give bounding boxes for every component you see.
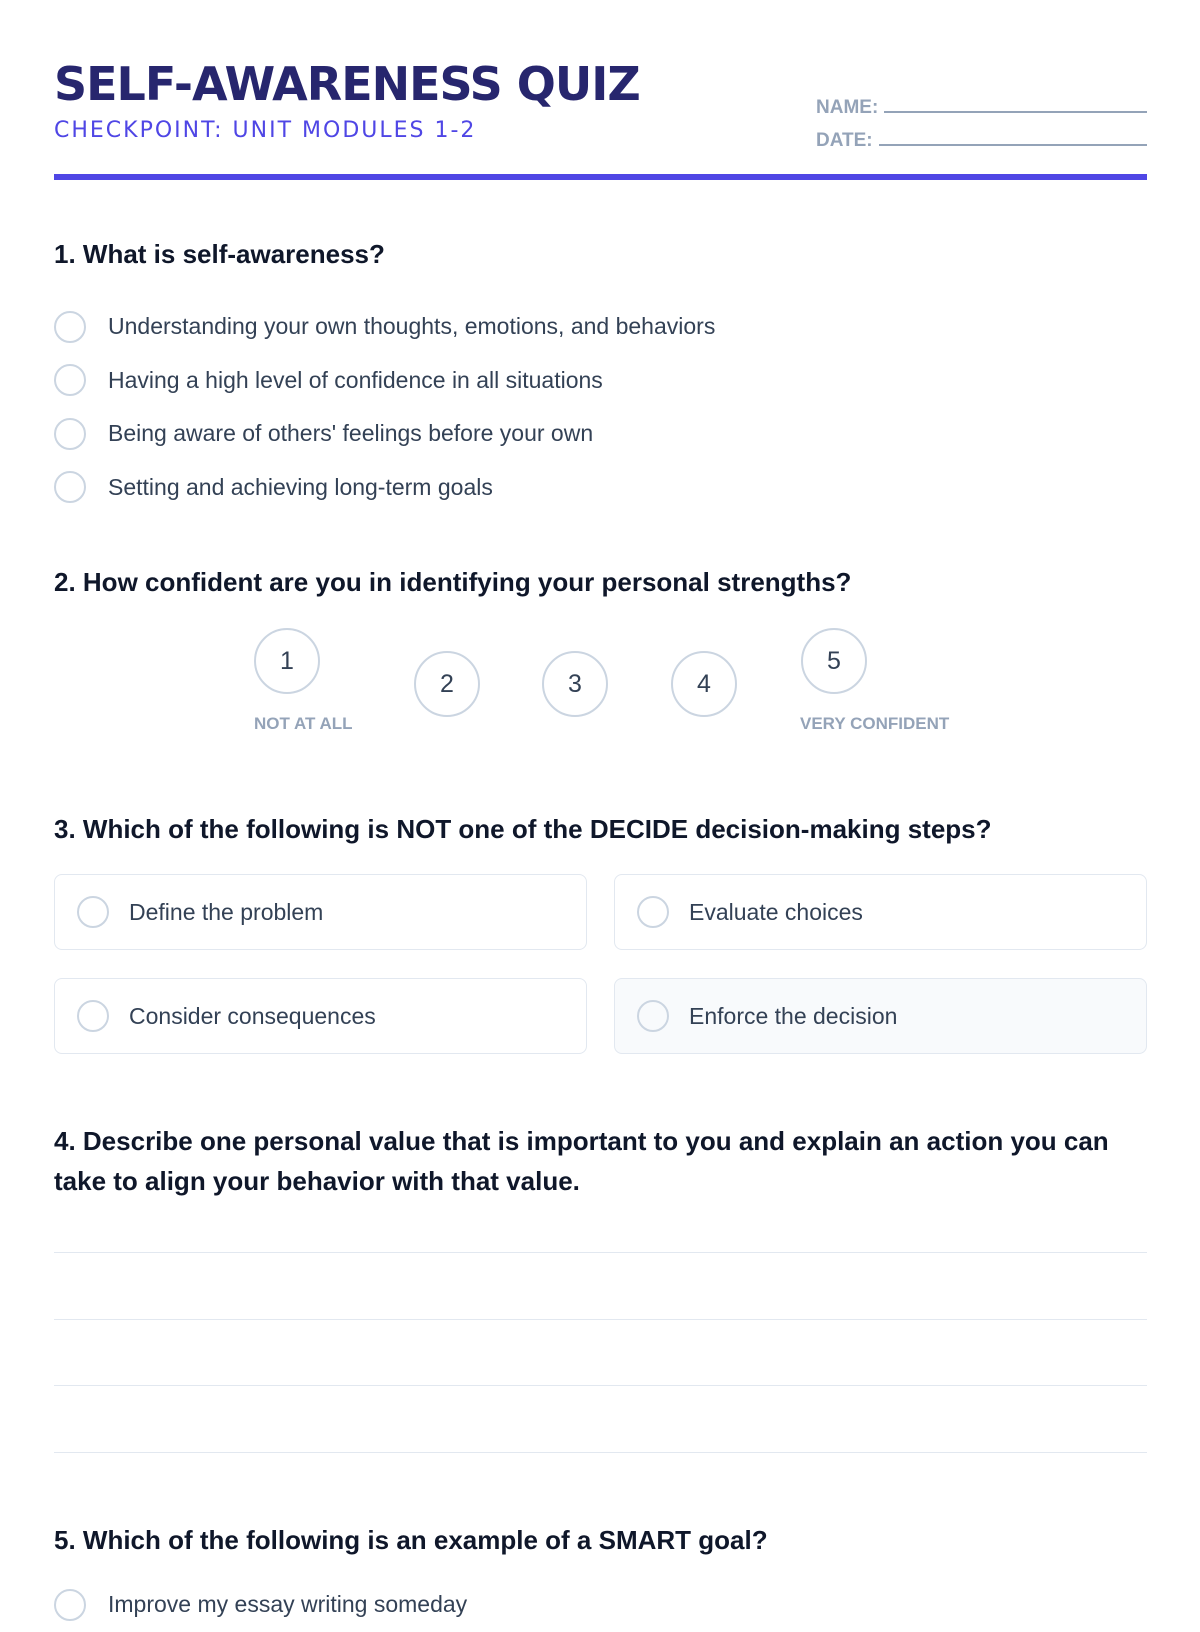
question-2-title: 2. How confident are you in identifying your personal strengths? <box>54 567 852 597</box>
quiz-subtitle: CHECKPOINT: UNIT MODULES 1-2 <box>54 118 477 143</box>
radio-button[interactable] <box>54 418 86 450</box>
radio-button[interactable] <box>77 1000 109 1032</box>
scale-option-5[interactable]: 5 <box>801 628 867 694</box>
quiz-title: SELF-AWARENESS QUIZ <box>54 57 640 111</box>
quiz-header <box>54 56 1147 182</box>
question-5-option[interactable] <box>54 1578 467 1632</box>
question-1-option[interactable] <box>54 300 715 354</box>
radio-button[interactable] <box>54 311 86 343</box>
option-label: Enforce the decision <box>689 1002 898 1029</box>
scale-high-label: VERY CONFIDENT <box>800 714 950 733</box>
date-label: DATE: <box>816 130 873 151</box>
scale-low-label: NOT AT ALL <box>254 714 353 733</box>
name-label: NAME: <box>816 97 879 118</box>
option-label: Improve my essay writing someday <box>108 1591 468 1618</box>
option-label: Understanding your own thoughts, emotions, and behaviors <box>108 313 716 340</box>
question-3-option[interactable] <box>614 978 1147 1054</box>
question-1-title: 1. What is self-awareness? <box>54 239 385 269</box>
question-1-options <box>54 300 715 514</box>
radio-button[interactable] <box>637 896 669 928</box>
scale-option-4[interactable]: 4 <box>671 651 737 717</box>
radio-button[interactable] <box>54 364 86 396</box>
question-3-option[interactable] <box>54 978 587 1054</box>
header-divider <box>54 174 1147 180</box>
scale-option-3[interactable]: 3 <box>542 651 608 717</box>
scale-option-1[interactable]: 1 <box>254 628 320 694</box>
question-1-option[interactable] <box>54 461 715 515</box>
question-4-title: 4. Describe one personal value that is important to you and explain an action you can take to align your behavior with that value. <box>54 1126 1109 1196</box>
option-label: Consider consequences <box>129 1002 376 1029</box>
option-label: Evaluate choices <box>689 898 863 925</box>
radio-button[interactable] <box>77 896 109 928</box>
question-3-title: 3. Which of the following is NOT one of the DECIDE decision-making steps? <box>54 814 992 844</box>
name-field[interactable] <box>816 86 1147 119</box>
question-3-option[interactable] <box>54 874 587 950</box>
question-3-option[interactable] <box>614 874 1147 950</box>
answer-line[interactable] <box>54 1385 1147 1386</box>
option-label: Define the problem <box>129 898 324 925</box>
date-line[interactable] <box>879 144 1147 146</box>
option-label: Setting and achieving long-term goals <box>108 473 493 500</box>
option-label: Having a high level of confidence in all situations <box>108 366 603 393</box>
answer-line[interactable] <box>54 1452 1147 1453</box>
question-1-option[interactable] <box>54 407 715 461</box>
date-field[interactable] <box>816 119 1147 152</box>
radio-button[interactable] <box>637 1000 669 1032</box>
student-info <box>816 86 1147 152</box>
scale-option-2[interactable]: 2 <box>414 651 480 717</box>
option-label: Being aware of others' feelings before your own <box>108 420 594 447</box>
question-5-title: 5. Which of the following is an example of a SMART goal? <box>54 1525 768 1555</box>
radio-button[interactable] <box>54 471 86 503</box>
radio-button[interactable] <box>54 1589 86 1621</box>
answer-line[interactable] <box>54 1319 1147 1320</box>
answer-line[interactable] <box>54 1252 1147 1253</box>
name-line[interactable] <box>884 111 1147 113</box>
question-1-option[interactable] <box>54 354 715 408</box>
